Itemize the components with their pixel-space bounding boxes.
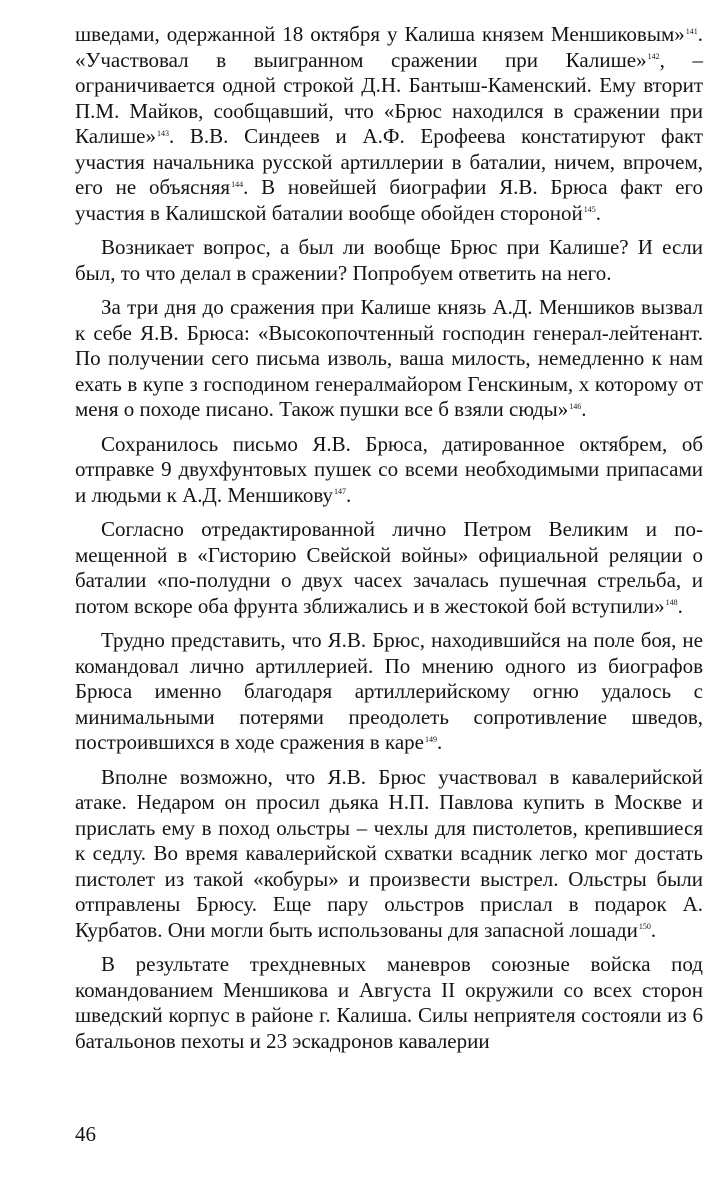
footnote-ref: 147 xyxy=(334,487,347,497)
text-segment: . В.В. Синдеев и А.Ф. Ерофеева констатируют факт участия начальника русской артиллерии в баталии, ничем, впрочем, его не объясняя xyxy=(75,124,703,199)
paragraph xyxy=(75,517,703,619)
text-segment: . xyxy=(677,593,683,618)
footnote-ref: 146 xyxy=(569,401,582,411)
footnote-ref: 148 xyxy=(665,598,678,608)
text-segment: За три дня до сражения при Калише князь А.Д. Меншиков вызвал к себе Я.В. Брюса: «Высокопочтенный господин генерал-лейтенант. По получении сего письма изволь, ваша милость, немедленно к нам ехать в купе з господином генералмайором Генскиным, х которому от меня о походе писано. Також пушки все б взяли сюды» xyxy=(75,295,703,421)
footnote-ref: 141 xyxy=(685,26,698,36)
text-segment: Сохранилось письмо Я.В. Брюса, датированное октябрем, об отправке 9 двухфунтовых пушек со всеми необходимыми припасами и людьми к А.Д. Меншикову xyxy=(75,431,703,507)
paragraph xyxy=(75,22,703,226)
footnote-ref: 144 xyxy=(231,179,244,189)
text-segment: . xyxy=(437,730,443,754)
footnote-ref: 143 xyxy=(156,128,169,138)
text-segment: Трудно представить, что Я.В. Брюс, находившийся на поле боя, не командовал лично артиллерией. По мнению одного из биографов Брюса именно благодаря артиллерийскому огню удалось с минимальными потерями преодолеть сопротивление шведов, построившихся в ходе сражения в каре xyxy=(75,628,703,754)
text-segment: Возникает вопрос, а был ли вообще Брюс при Калише? И если был, то что делал в сражении? Попробуем ответить на него. xyxy=(75,235,703,285)
text-segment: Вполне возможно, что Я.В. Брюс участвовал в кавалерийской атаке. Недаром он просил дьяка Н.П. Павлова купить в Москве и прислать ему в поход ольстры – чехлы для пистолетов, крепившиеся к седлу. Во время кавалерийской схватки всадник легко мог достать пистолет из такой «кобуры» и произвести выстрел. Ольстры были отправлены Брюсу. Еще пару ольстров прислал в подарок А. Курбатов. Они могли быть использованы для запасной лошади xyxy=(75,764,703,942)
paragraph xyxy=(75,432,703,509)
paragraph xyxy=(75,765,703,944)
text-segment: . «Участвовал в выигранном сражении при Калише» xyxy=(75,22,703,72)
text-segment: . В новейшей биографии Я.В. Брюса факт его участия в Калишской баталии вообще обойден стороной xyxy=(75,175,704,225)
paragraph xyxy=(75,235,703,286)
footnote-ref: 145 xyxy=(583,205,596,215)
footnote-ref: 149 xyxy=(425,734,437,744)
footnote-ref: 142 xyxy=(647,52,660,62)
body-text xyxy=(75,22,703,1063)
text-segment: , – ограничивается одной строкой Д.Н. Бантыш-Каменский. Ему вторит П.М. Майков, сообщавший, что «Брюс находился в сражении при Калише» xyxy=(75,47,704,148)
footnote-ref: 150 xyxy=(638,922,651,932)
text-segment: . xyxy=(581,397,587,421)
text-segment: . xyxy=(346,482,352,507)
paragraph xyxy=(75,295,703,423)
text-segment: Согласно отредактированной лично Петром Великим и помещенной в «Гисторию Свейской войны» официальной реляции о баталии «по-полудни о двух часех зачалась пушечная стрельба, и потом вскоре оба фрунта зближались и в жестокой бой вступили» xyxy=(75,517,703,618)
text-segment: шведами, одержанной 18 октября у Калиша князем Меншиковым» xyxy=(75,22,685,46)
text-segment: . xyxy=(650,917,657,942)
text-segment: В результате трехдневных маневров союзные войска под командованием Меншикова и Августа II окружили со всех сторон шведский корпус в районе г. Калиша. Силы неприятеля состояли из 6 батальонов пехоты и 23 эскадронов кавалерии xyxy=(75,952,703,1053)
text-segment: . xyxy=(595,200,601,225)
page-number: 46 xyxy=(75,1122,96,1146)
paragraph xyxy=(75,952,703,1054)
paragraph xyxy=(75,628,703,756)
